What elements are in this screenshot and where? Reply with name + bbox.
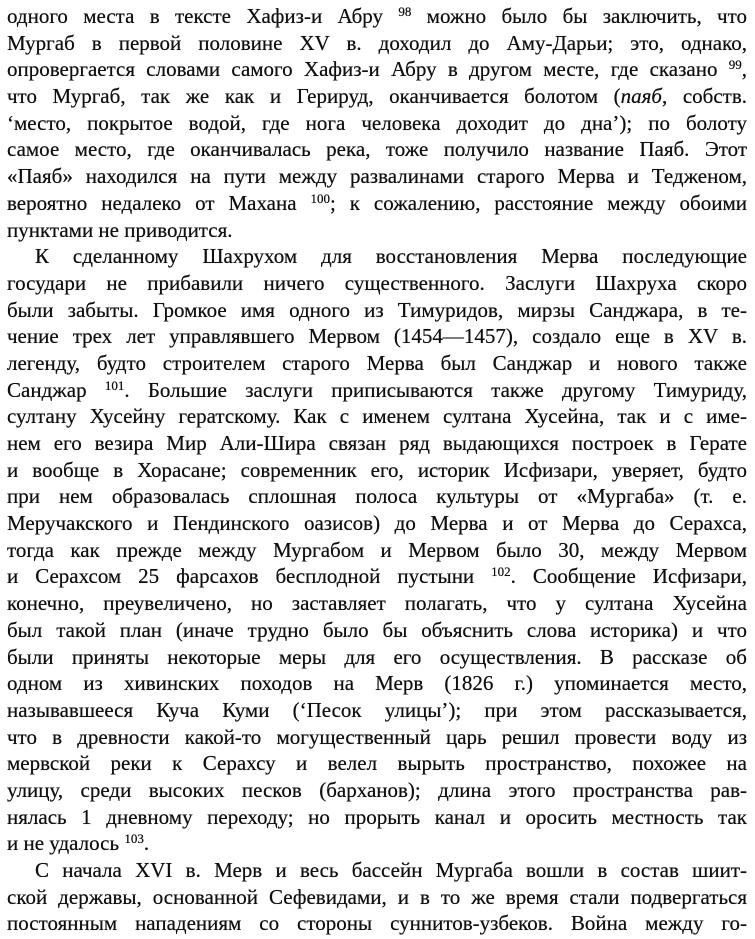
text-line: легенду, будто строителем старого Мерва был Санджар и нового также	[7, 350, 747, 375]
text-line: тогда как прежде между Мургабом и Мервом было 30, между Мервом	[7, 537, 747, 562]
text-line: улицу, среди высоких песков (барханов); длина этого пространства рав-	[7, 777, 747, 802]
text-line: мервской реки к Серахсу и велел вырыть пространство, похожее на	[7, 751, 747, 776]
text-line: Меручакского и Пендинского оазисов) до Мерва и от Мерва до Серахса,	[7, 511, 747, 536]
text-line: ской державы, основанной Сефевидами, и в то же время стали подвергаться	[7, 884, 747, 909]
text-line: и не удалось $^{103}$.	[7, 831, 150, 856]
text-line: одном из хивинских походов на Мерв (1826 г.) упоминается место,	[7, 671, 747, 696]
text-line: султану Хусейну гератскому. Как с именем султана Хусейна, так и с име-	[7, 404, 747, 429]
text-line: «Паяб» находился на пути между развалинами старого Мерва и Тедженом,	[7, 164, 747, 189]
text-line: был такой план (иначе трудно было бы объяснить слова историка) и что	[7, 617, 747, 642]
text-line: что в древности какой-то могущественный царь решил провести воду из	[7, 724, 747, 749]
text-line: вероятно недалеко от Махана $^{100}$; к сожалению, расстояние между обоими	[7, 190, 747, 215]
text-line: при нем образовалась сплошная полоса культуры от «Мургаба» (т. е.	[7, 484, 747, 509]
paragraph	[7, 3, 747, 243]
text-line: конечно, преувеличено, но заставляет полагать, что у султана Хусейна	[7, 591, 747, 616]
text-line: самое место, где оканчивалась река, тоже получило название Паяб. Этот	[7, 137, 747, 162]
text-line: С начала XVI в. Мерв и весь бассейн Мургаба вошли в состав шиит-	[35, 858, 747, 882]
paragraph	[7, 243, 747, 857]
italic-term: паяб	[620, 84, 662, 109]
footnote-reference: 101	[104, 377, 125, 393]
text-line: ‘место, покрытое водой, где нога человека доходит до дна’); по болоту	[7, 110, 747, 135]
text-line: что Мургаб, так же как и Герируд, оканчивается болотом (паяб, собств.	[7, 84, 747, 109]
text-line: Санджар $^{101}$. Большие заслуги приписываются также другому Тимуриду,	[7, 377, 747, 402]
text-line: постоянным нападениям со стороны суннитов-узбеков. Война между го-	[7, 911, 747, 936]
footnote-reference: 103	[124, 831, 144, 847]
text-line: Мургаб в первой половине XV в. доходил до Аму-Дарьи; это, однако,	[7, 30, 747, 55]
text-line: пунктами не приводится.	[7, 217, 233, 242]
footnote-reference: 98	[398, 4, 412, 19]
text-line: нялась 1 дневному переходу; но прорыть канал и оросить местность так	[7, 804, 747, 829]
text-line: и Серахсом 25 фарсахов бесплодной пустыни $^{102}$. Сообщение Исфизари,	[7, 564, 747, 589]
text-line: и вообще в Хорасане; современник его, историк Исфизари, уверяет, будто	[7, 457, 747, 482]
text-line: были забыты. Громкое имя одного из Тимуридов, мирзы Санджара, в те-	[7, 297, 747, 322]
footnote-reference: 102	[491, 564, 511, 580]
footnote-reference: 99	[728, 57, 742, 73]
text-line: нем его везира Мир Али-Шира связан ряд выдающихся построек в Герате	[7, 431, 747, 455]
text-line: К сделанному Шахрухом для восстановления Мерва последующие	[35, 244, 747, 269]
text-line: были приняты некоторые меры для его осуществления. В рассказе об	[7, 644, 747, 669]
text-line: одного места в тексте Хафиз-и Абру $^{98}$ можно было бы заключить, что	[7, 4, 747, 28]
text-line: называвшееся Куча Куми (‘Песок улицы’); при этом рассказывается,	[7, 697, 747, 722]
text-line: государи не прибавили ничего существенного. Заслуги Шахруха скоро	[7, 270, 747, 295]
text-line: опровергается словами самого Хафиз-и Абру в другом месте, где сказано $^{99}$,	[7, 57, 747, 82]
paragraph	[7, 857, 747, 937]
text-line: чение трех лет управлявшего Мервом (1454—1457), создало еще в XV в.	[7, 324, 747, 349]
footnote-reference: 100	[310, 190, 330, 206]
